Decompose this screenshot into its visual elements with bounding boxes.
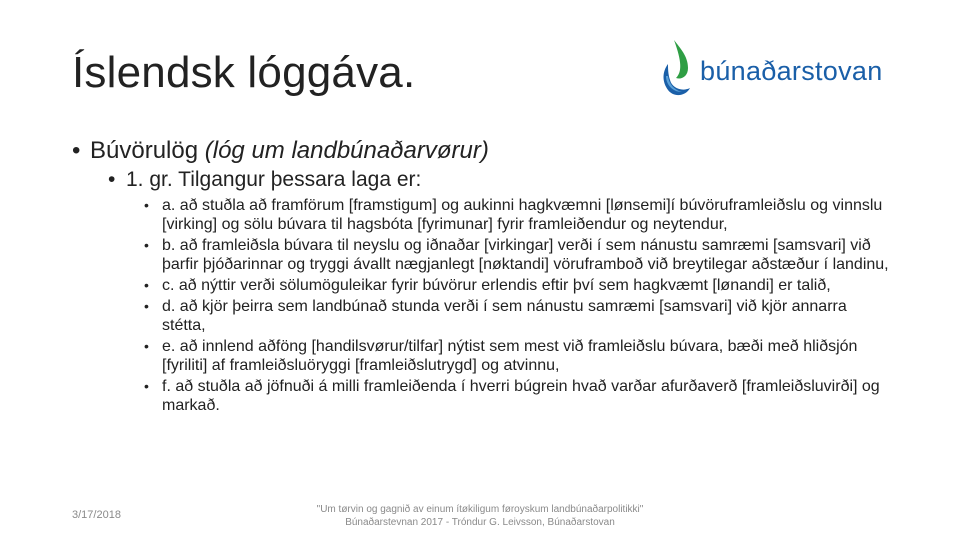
bunadarstovan-logo	[660, 38, 900, 102]
slide-title: Íslendsk lóggáva.	[72, 48, 416, 97]
bullet-dot: •	[108, 168, 116, 191]
footer-caption: "Um tørvin og gagnið av einum ítøkiligum føroyskum landbúnaðarpolitikki" Búnaðarstevnan 2017 - Tróndur G. Leivsson, Búnaðarstovan	[316, 504, 644, 528]
list-item: • e. að innlend aðföng [handilsvørur/tilfar] nýtist sem mest við framleiðslu búvara, bæði með hliðsjón [fyriliti] af framleiðsluöryggi [framleiðslutrygd] og atvinnu,	[144, 338, 858, 374]
logo-wordmark: búnaðarstovan	[700, 56, 883, 86]
footer-date: 3/17/2018	[72, 509, 121, 521]
bullet-level2-text: 1. gr. Tilgangur þessara laga er:	[126, 168, 422, 191]
list-item: • a. að stuðla að framförum [framstigum] og aukinni hagkvæmni [lønsemi]í búvöruframleiðslu og vinnslu [virking] og sölu búvara til hagsbóta [fyrimunar] fyrir framleiðendur og neytendur,	[144, 197, 883, 233]
bullet-level1	[72, 137, 489, 165]
list-item: • b. að framleiðsla búvara til neyslu og iðnaðar [virkingar] verði í sem nánustu samræmi [samsvari] við þarfir þjóðarinnar og tryggi ávallt nægjanlegt [nøktandi] vöruframboð við breytilegar aðstæður í landinu,	[144, 237, 889, 273]
bullet-level1-text: Búvörulög (lóg um landbúnaðarvørur)	[90, 137, 489, 164]
bullet-level2	[108, 168, 421, 192]
list-item: • d. að kjör þeirra sem landbúnað stunda verði í sem nánustu samræmi [samsvari] við kjör annarra stétta,	[144, 298, 847, 334]
list-item: • f. að stuðla að jöfnuði á milli framleiðenda í hverri búgrein hvað varðar afurðaverð [framleiðsluvirði] og markað.	[144, 378, 880, 414]
drop-logo-icon	[660, 38, 700, 102]
article-items-list	[144, 196, 894, 417]
list-item: • c. að nýttir verði sölumöguleikar fyrir búvörur erlendis eftir því sem hagkvæmt [lønandi] er talið,	[144, 277, 831, 294]
bullet-dot: •	[72, 137, 81, 164]
